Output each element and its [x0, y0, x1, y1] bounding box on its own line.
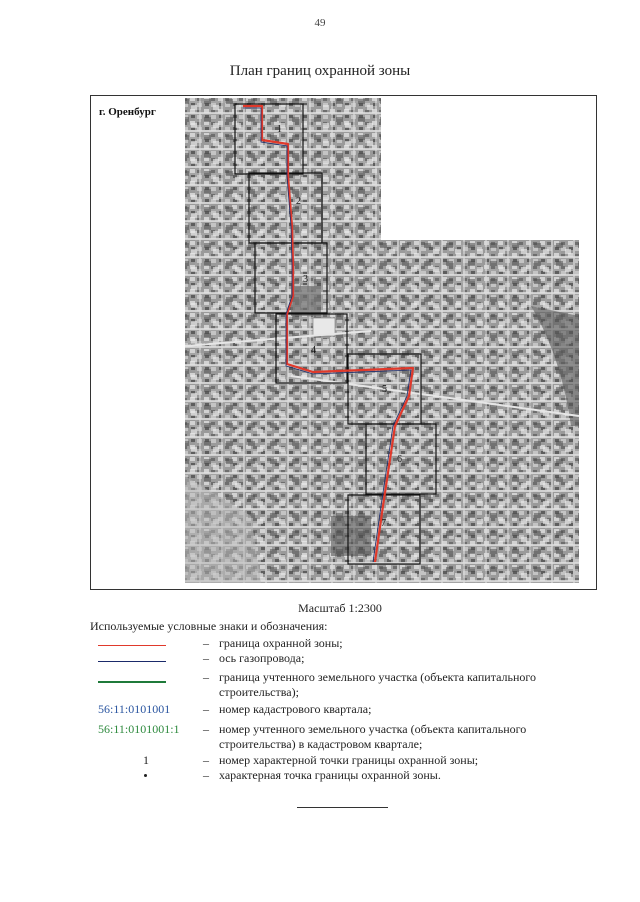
square-label-2: 2: [296, 196, 301, 207]
square-label-1: 1: [277, 124, 282, 135]
legend-dash: –: [203, 722, 209, 736]
legend-heading: Используемые условные знаки и обозначения:: [90, 619, 328, 633]
aerial-map: [91, 96, 596, 589]
page-title: План границ охранной зоны: [229, 63, 411, 79]
legend-description-point-number: номер характерной точки границы охранной зоны;: [219, 753, 479, 767]
legend-description-land-plot-boundary: граница учтенного земельного участка (объекта капитального строительства);: [219, 670, 537, 699]
square-label-4: 4: [311, 345, 316, 356]
legend-description-cadastral-quarter: номер кадастрового квартала;: [219, 702, 372, 716]
legend-dash: –: [203, 636, 209, 650]
square-label-5: 5: [382, 384, 387, 395]
legend-sample-protection-zone: [98, 645, 166, 646]
square-label-6: 6: [397, 454, 402, 465]
bottom-rule: [297, 807, 388, 808]
legend-dash: –: [203, 651, 209, 665]
legend-description-pipeline-axis: ось газопровода;: [219, 651, 305, 665]
legend-sample-pipeline-axis: [98, 661, 166, 662]
legend-dash: –: [203, 768, 209, 782]
map-scale: Масштаб 1:2300: [298, 601, 382, 615]
legend-sample-land-plot-number: 56:11:0101001:1: [98, 722, 180, 736]
square-label-3: 3: [303, 274, 308, 285]
legend-description-point-dot: характерная точка границы охранной зоны.: [219, 768, 441, 782]
legend-description-land-plot-number: номер учтенного земельного участка (объекта капитального строительства) в кадастровом квартале;: [219, 722, 527, 751]
map-frame: [90, 95, 597, 590]
page-number: 49: [314, 17, 326, 29]
legend-dash: –: [203, 702, 209, 716]
city-label: г. Оренбург: [99, 106, 156, 118]
square-label-7: 7: [381, 518, 386, 529]
legend-dash: –: [203, 753, 209, 767]
legend-sample-point-number: 1: [143, 753, 149, 767]
legend-sample-land-plot-boundary: [98, 681, 166, 683]
legend-sample-point-dot: [144, 774, 147, 777]
legend-description-protection-zone: граница охранной зоны;: [219, 636, 343, 650]
legend-sample-cadastral-quarter: 56:11:0101001: [98, 702, 171, 716]
legend-dash: –: [203, 670, 209, 684]
